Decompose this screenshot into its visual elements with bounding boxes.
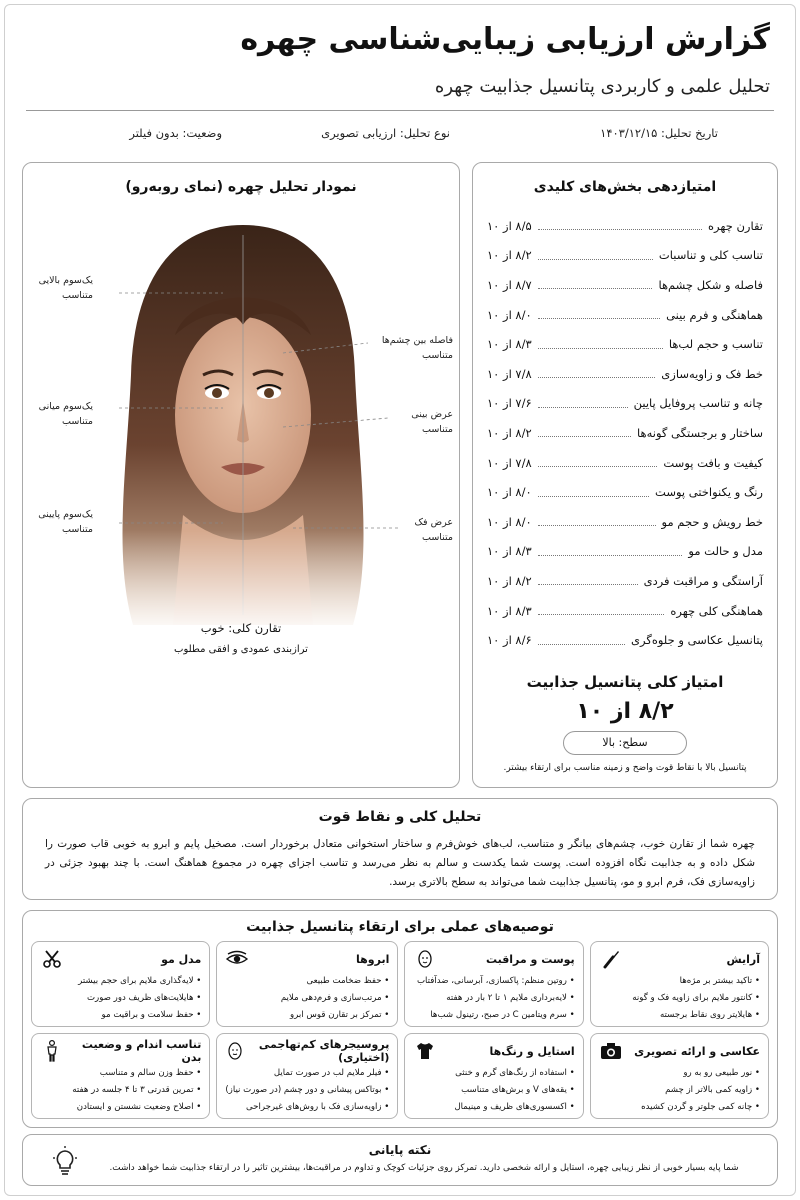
annotation-jaw-width: عرض فک متناسب <box>414 517 453 543</box>
recommendation-card <box>31 941 210 1027</box>
card-title: ابروها <box>356 952 390 966</box>
recommendation-item: • فیلر ملایم لب در صورت تمایل <box>225 1065 389 1082</box>
report-subtitle: تحلیل علمی و کاربردی پتانسیل جذابیت چهره <box>434 76 770 97</box>
annotation-upper-third: یک‌سوم بالایی متناسب <box>38 275 93 301</box>
recommendation-item: • سرم ویتامین C در صبح، رتینول شب‌ها <box>413 1007 574 1024</box>
dotted-leader <box>538 555 683 556</box>
recommendation-item: • زاویه کمی بالاتر از چشم <box>599 1082 760 1099</box>
meta-status: وضعیت: بدون فیلتر <box>129 126 222 140</box>
score-value: ۸/۰ از ۱۰ <box>487 485 532 500</box>
score-list <box>487 211 763 655</box>
score-value: ۸/۲ از ۱۰ <box>487 248 532 263</box>
dotted-leader <box>538 614 665 615</box>
recommendation-item: • چانه کمی جلوتر و گردن کشیده <box>599 1099 760 1116</box>
dotted-leader <box>538 377 656 378</box>
analysis-text: چهره شما از تقارن خوب، چشم‌های بیانگر و متناسب، لب‌های خوش‌فرم و ساختار استخوانی متعادل برخوردار است. مصخیل پایم و ابرو به خوبی قاب صورت را شکل داده و به جذابیت نگاه افزوده است. پوست شما یکدست و سالم به نظر می‌رسد و تناسب اجزای چهره در مجموع هماهنگ است. با چند بهبود جزئی در زاویه‌سازی فک، فرم ابرو و مو، پتانسیل جذابیت شما می‌تواند به سطح بالاتری برسد. <box>45 838 755 888</box>
card-header <box>413 948 574 970</box>
card-title: پوست و مراقبت <box>485 952 575 966</box>
makeup-brush-icon <box>599 948 623 970</box>
card-title: تناسب اندام و وضعیت بدن <box>81 1038 202 1064</box>
dotted-leader <box>538 584 638 585</box>
score-label: پتانسیل عکاسی و جلوه‌گری <box>631 633 763 648</box>
recommendation-card <box>216 941 398 1027</box>
card-items <box>413 1065 574 1116</box>
final-note-title: نکته پایانی <box>368 1143 432 1157</box>
dotted-leader <box>538 496 649 497</box>
card-items <box>599 973 760 1024</box>
dotted-leader <box>538 466 658 467</box>
card-header <box>413 1040 574 1062</box>
score-row <box>487 625 763 655</box>
dotted-leader <box>538 644 625 645</box>
recommendation-item: • تمرکز بر تقارن قوس ابرو <box>225 1007 389 1024</box>
card-title: پروسیجرهای کم‌تهاجمی (اختیاری) <box>258 1038 390 1064</box>
card-title: عکاسی و ارائه تصویری <box>634 1044 760 1058</box>
card-items <box>225 973 389 1024</box>
card-items <box>599 1065 760 1116</box>
score-label: آراستگی و مراقبت فردی <box>643 573 763 588</box>
recommendation-item: • روتین منظم: پاکسازی، آبرسانی، ضدآفتاب <box>413 973 574 990</box>
dotted-leader <box>538 436 631 437</box>
score-label: هماهنگی و فرم بینی <box>666 307 763 322</box>
score-label: چانه و تناسب پروفایل پایین <box>633 396 763 411</box>
score-row <box>487 329 763 359</box>
score-row <box>487 537 763 567</box>
recommendation-item: • اکسسوری‌های ظریف و مینیمال <box>413 1099 574 1116</box>
recommendation-item: • زاویه‌سازی فک با روش‌های غیرجراحی <box>225 1099 389 1116</box>
recommendation-item: • مرتب‌سازی و فرم‌دهی ملایم <box>225 990 389 1007</box>
chart-title: نمودار تحلیل چهره (نمای روبه‌رو) <box>125 179 357 195</box>
recommendation-item: • حفظ وزن سالم و متناسب <box>40 1065 201 1082</box>
score-label: ساختار و برجستگی گونه‌ها <box>637 425 763 440</box>
report-title: گزارش ارزیابی زیبایی‌شناسی چهره <box>240 22 770 57</box>
score-label: هماهنگی کلی چهره <box>670 603 763 618</box>
score-label: مدل و حالت مو <box>688 544 763 559</box>
recommendation-card <box>590 941 769 1027</box>
score-value: ۷/۶ از ۱۰ <box>487 396 532 411</box>
card-title: استایل و رنگ‌ها <box>489 1044 575 1058</box>
recommendation-item: • استفاده از رنگ‌های گرم و خنثی <box>413 1065 574 1082</box>
card-header <box>225 1040 389 1062</box>
score-label: تناسب کلی و تناسبات <box>658 248 763 263</box>
recommendation-item: • تمرین قدرتی ۳ تا ۴ جلسه در هفته <box>40 1082 201 1099</box>
score-value: ۸/۳ از ۱۰ <box>487 337 532 352</box>
score-row <box>487 566 763 596</box>
score-label: رنگ و یکنواختی پوست <box>655 485 763 500</box>
dotted-leader <box>538 407 628 408</box>
recommendation-card <box>216 1033 398 1119</box>
score-row <box>487 389 763 419</box>
score-row <box>487 300 763 330</box>
meta-type: نوع تحلیل: ارزیابی تصویری <box>321 126 450 140</box>
recommendation-item: • اصلاح وضعیت نشستن و ایستادن <box>40 1099 201 1116</box>
face-icon <box>413 948 437 970</box>
recommendation-item: • بوتاکس پیشانی و دور چشم (در صورت نیاز) <box>225 1082 389 1099</box>
card-items <box>225 1065 389 1116</box>
score-row <box>487 596 763 626</box>
recommendation-item: • لایه‌برداری ملایم ۱ تا ۲ بار در هفته <box>413 990 574 1007</box>
score-value: ۸/۰ از ۱۰ <box>487 307 532 322</box>
recommendations-panel <box>22 910 778 1128</box>
recommendation-grid <box>31 941 769 1119</box>
card-title: مدل مو <box>161 952 202 966</box>
score-value: ۸/۲ از ۱۰ <box>487 573 532 588</box>
recommendation-card <box>590 1033 769 1119</box>
recommendation-item: • کانتور ملایم برای زاویه فک و گونه <box>599 990 760 1007</box>
score-label: کیفیت و بافت پوست <box>663 455 763 470</box>
score-row <box>487 448 763 478</box>
card-items <box>40 1065 201 1116</box>
card-items <box>413 973 574 1024</box>
score-value: ۸/۰ از ۱۰ <box>487 514 532 529</box>
scores-title: امتیازدهی بخش‌های کلیدی <box>533 179 717 195</box>
recommendation-item: • یقه‌های V و برش‌های متناسب <box>413 1082 574 1099</box>
score-value: ۷/۸ از ۱۰ <box>487 366 532 381</box>
dotted-leader <box>538 525 656 526</box>
recommendation-item: • هایلایتر روی نقاط برجسته <box>599 1007 760 1024</box>
level-badge: سطح: بالا <box>563 731 687 755</box>
meta-date: تاریخ تحلیل: ۱۴۰۳/۱۲/۱۵ <box>600 126 718 140</box>
dotted-leader <box>538 259 653 260</box>
balance-note: ترازبندی عمودی و افقی مطلوب <box>174 644 308 655</box>
overall-symmetry: تقارن کلی: خوب <box>200 621 282 635</box>
recommendation-item: • هایلایت‌های ظریف دور صورت <box>40 990 201 1007</box>
card-title: آرایش <box>726 952 760 966</box>
recommendations-title: توصیه‌های عملی برای ارتقاء پتانسیل جذابیت <box>246 919 554 935</box>
recommendation-item: • حفظ سلامت و براقیت مو <box>40 1007 201 1024</box>
recommendation-item: • حفظ ضخامت طبیعی <box>225 973 389 990</box>
score-value: ۸/۳ از ۱۰ <box>487 544 532 559</box>
final-note-text: شما پایه بسیار خوبی از نظر زیبایی چهره، استایل و ارائه شخصی دارید. تمرکز روی جزئیات کوچک و تداوم در مراقبت‌ها، بیشترین تاثیر را در ارتقاء جذابیت شما خواهد داشت. <box>109 1163 739 1173</box>
card-header <box>599 1040 760 1062</box>
annotation-eye-distance: فاصله بین چشم‌ها متناسب <box>381 335 453 361</box>
dotted-leader <box>538 318 660 319</box>
recommendation-item: • نور طبیعی رو به رو <box>599 1065 760 1082</box>
total-score-note: پتانسیل بالا با نقاط قوت واضح و زمینه مناسب برای ارتقاء بیشتر. <box>503 763 747 773</box>
recommendation-card <box>404 1033 583 1119</box>
overall-symmetry-block <box>23 617 459 661</box>
card-header <box>225 948 389 970</box>
score-value: ۸/۲ از ۱۰ <box>487 425 532 440</box>
dotted-leader <box>538 348 663 349</box>
score-row <box>487 241 763 271</box>
annotation-lower-third: یک‌سوم پایینی متناسب <box>38 509 93 535</box>
score-label: خط فک و زاویه‌سازی <box>661 366 763 381</box>
card-items <box>40 973 201 1024</box>
measurement-guide-lines <box>23 163 463 789</box>
total-score-value: ۸/۲ از ۱۰ <box>576 699 674 724</box>
score-row <box>487 359 763 389</box>
score-row <box>487 270 763 300</box>
score-row <box>487 418 763 448</box>
score-label: خط رویش و حجم مو <box>661 514 763 529</box>
score-value: ۸/۳ از ۱۰ <box>487 603 532 618</box>
header-divider <box>26 110 774 111</box>
recommendation-card <box>31 1033 210 1119</box>
final-note-panel <box>22 1134 778 1186</box>
score-row <box>487 211 763 241</box>
scissors-icon <box>40 948 64 970</box>
face-chart-panel <box>22 162 460 788</box>
face-outline-icon <box>225 1040 245 1062</box>
annotation-middle-third: یک‌سوم میانی متناسب <box>38 401 93 427</box>
score-row <box>487 477 763 507</box>
total-score-title: امتیاز کلی پتانسیل جذابیت <box>526 673 724 691</box>
analysis-title: تحلیل کلی و نقاط قوت <box>318 809 482 825</box>
annotation-nose-width: عرض بینی متناسب <box>411 409 453 435</box>
shirt-icon <box>413 1040 437 1062</box>
score-label: تقارن چهره <box>708 218 763 233</box>
recommendation-item: • تاکید بیشتر بر مژه‌ها <box>599 973 760 990</box>
scores-panel <box>472 162 778 788</box>
analysis-panel <box>22 798 778 900</box>
card-header <box>40 1040 201 1062</box>
recommendation-item: • لایه‌گذاری ملایم برای حجم بیشتر <box>40 973 201 990</box>
card-header <box>40 948 201 970</box>
score-row <box>487 507 763 537</box>
score-value: ۸/۵ از ۱۰ <box>487 218 532 233</box>
recommendation-card <box>404 941 583 1027</box>
dotted-leader <box>538 288 653 289</box>
camera-icon <box>599 1040 623 1062</box>
body-icon <box>40 1040 63 1062</box>
card-header <box>599 948 760 970</box>
score-label: تناسب و حجم لب‌ها <box>668 337 763 352</box>
score-label: فاصله و شکل چشم‌ها <box>658 277 763 292</box>
score-value: ۸/۶ از ۱۰ <box>487 633 532 648</box>
score-value: ۸/۷ از ۱۰ <box>487 277 532 292</box>
score-value: ۷/۸ از ۱۰ <box>487 455 532 470</box>
eye-icon <box>225 948 249 970</box>
dotted-leader <box>538 229 702 230</box>
